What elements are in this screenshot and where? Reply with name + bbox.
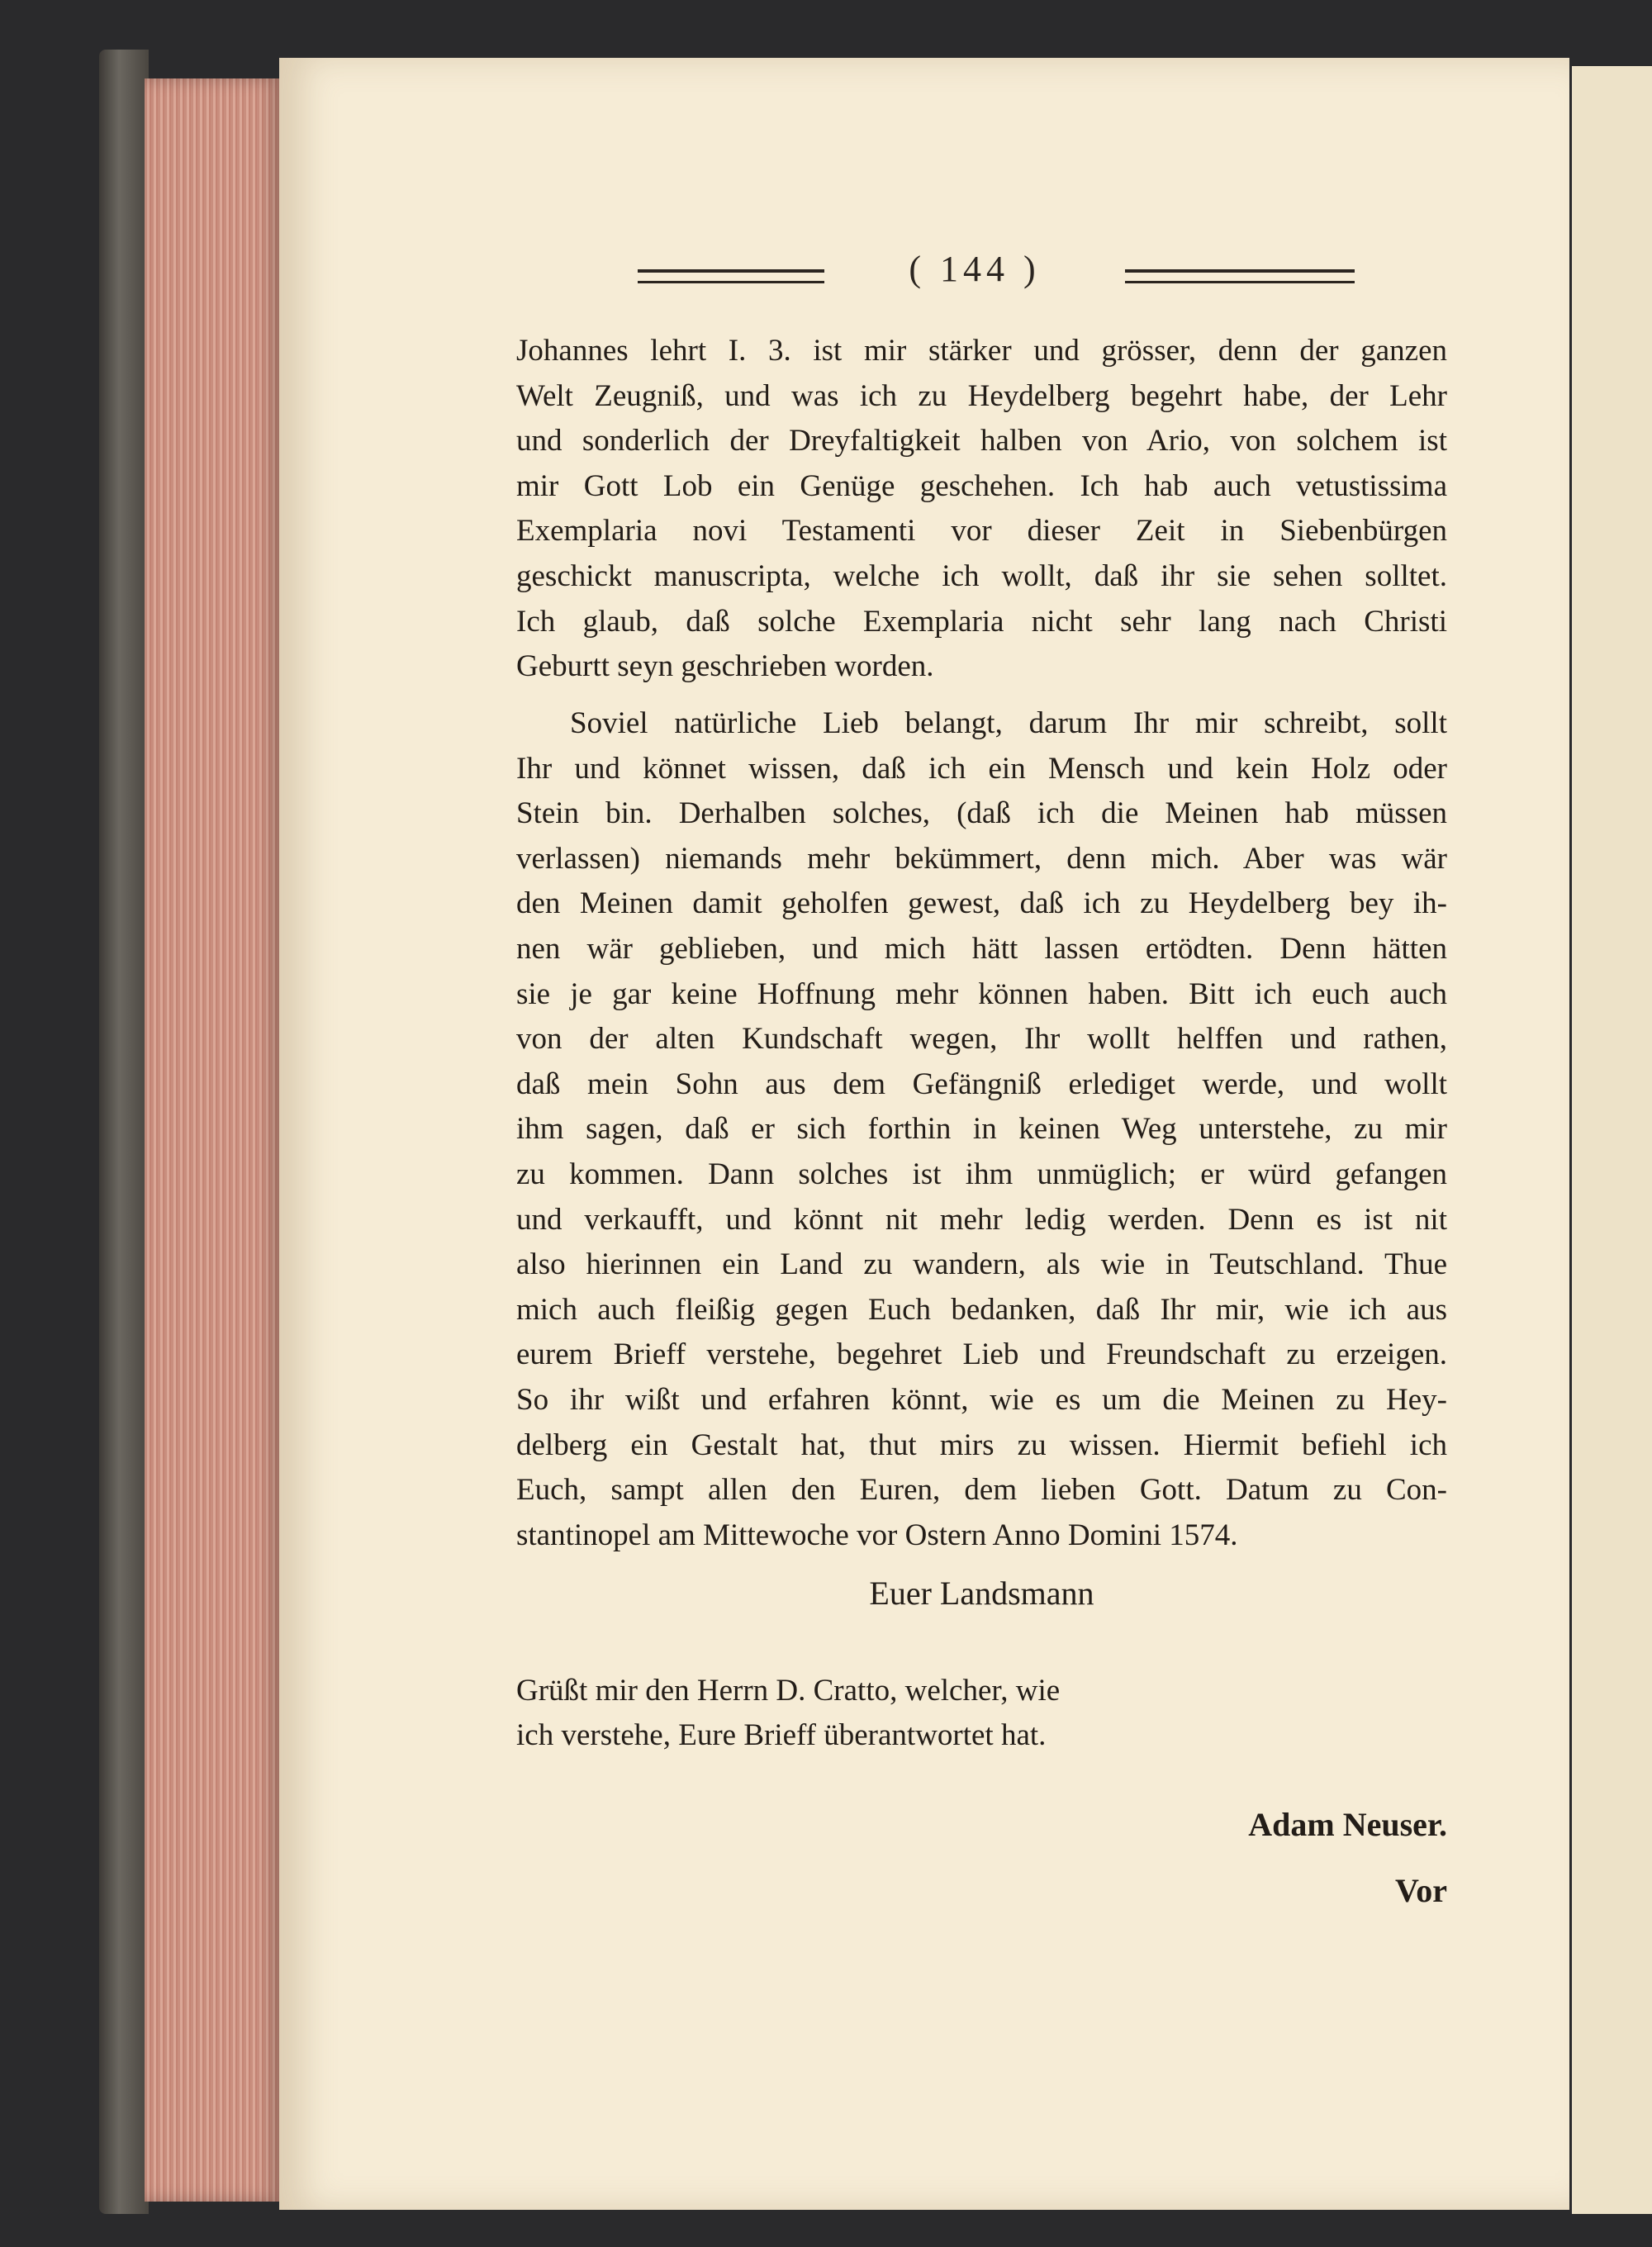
text-line: von der alten Kundschaft wegen, Ihr wollt helffen und rathen, (516, 1022, 1447, 1057)
text-line: verlassen) niemands mehr bekümmert, denn mich. Aber was wär (516, 841, 1447, 876)
text-line: Exemplaria novi Testamenti vor dieser Zeit in Siebenbürgen (516, 514, 1447, 549)
text-line: den Meinen damit geholfen gewest, daß ich zu Heydelberg bey ih- (516, 886, 1447, 921)
text-line: Johannes lehrt I. 3. ist mir stärker und grösser, denn der ganzen (516, 334, 1447, 368)
text-line: sie je gar keine Hoffnung mehr können haben. Bitt ich euch auch (516, 976, 1447, 1011)
header-rule-right (1125, 269, 1355, 283)
text-line: Welt Zeugniß, und was ich zu Heydelberg begehrt habe, der Lehr (516, 378, 1447, 413)
text-line: ihm sagen, daß er sich forthin in keinen Weg unterstehe, zu mir (516, 1112, 1447, 1147)
text-line: Ich glaub, daß solche Exemplaria nicht sehr lang nach Christi (516, 604, 1447, 639)
text-line: Soviel natürliche Lieb belangt, darum Ihr mir schreibt, sollt (570, 706, 1447, 740)
text-line: Euch, sampt allen den Euren, dem lieben Gott. Datum zu Con- (516, 1473, 1447, 1508)
closing: Euer Landsmann (869, 1575, 1094, 1612)
text-line: daß mein Sohn aus dem Gefängniß erlediget werde, und wollt (516, 1066, 1447, 1101)
page-number: ( 144 ) (909, 249, 1041, 289)
text-line: delberg ein Gestalt hat, thut mirs zu wissen. Hiermit befiehl ich (516, 1428, 1447, 1462)
text-line: Geburtt seyn geschrieben worden. (516, 649, 934, 684)
text-line: und sonderlich der Dreyfaltigkeit halben von Ario, von solchem ist (516, 424, 1447, 458)
text-line: mir Gott Lob ein Genüge geschehen. Ich hab auch vetustissima (516, 468, 1447, 503)
book-cover-edge (99, 50, 149, 2214)
text-line: also hierinnen ein Land zu wandern, als wie in Teutschland. Thue (516, 1247, 1447, 1282)
text-line: Stein bin. Derhalben solches, (daß ich die Meinen hab müssen (516, 796, 1447, 831)
page-edges (145, 78, 281, 2202)
postscript-line: Grüßt mir den Herrn D. Cratto, welcher, wie (516, 1674, 1061, 1708)
text-line: Ihr und könnet wissen, daß ich ein Mensch und kein Holz oder (516, 751, 1447, 786)
text-line: nen wär geblieben, und mich hätt lassen ertödten. Denn hätten (516, 932, 1447, 966)
text-line: eurem Brieff verstehe, begehret Lieb und Freundschaft zu erzeigen. (516, 1337, 1447, 1372)
text-line: geschickt manuscripta, welche ich wollt, daß ihr sie sehen solltet. (516, 559, 1447, 593)
facing-page-edge (1569, 66, 1652, 2214)
text-line: mich auch fleißig gegen Euch bedanken, daß Ihr mir, wie ich aus (516, 1292, 1447, 1327)
header-rule-left (638, 269, 824, 283)
text-line: So ihr wißt und erfahren könnt, wie es um die Meinen zu Hey- (516, 1383, 1447, 1417)
text-line: zu kommen. Dann solches ist ihm unmüglich; er würd gefangen (516, 1157, 1447, 1191)
signature: Adam Neuser. (1248, 1806, 1447, 1843)
text-line: stantinopel am Mittewoche vor Ostern Anno Domini 1574. (516, 1518, 1238, 1552)
postscript-line: ich verstehe, Eure Brieff überantwortet hat. (516, 1718, 1047, 1752)
catchword: Vor (1395, 1872, 1447, 1909)
text-line: und verkaufft, und könnt nit mehr ledig werden. Denn es ist nit (516, 1202, 1447, 1237)
